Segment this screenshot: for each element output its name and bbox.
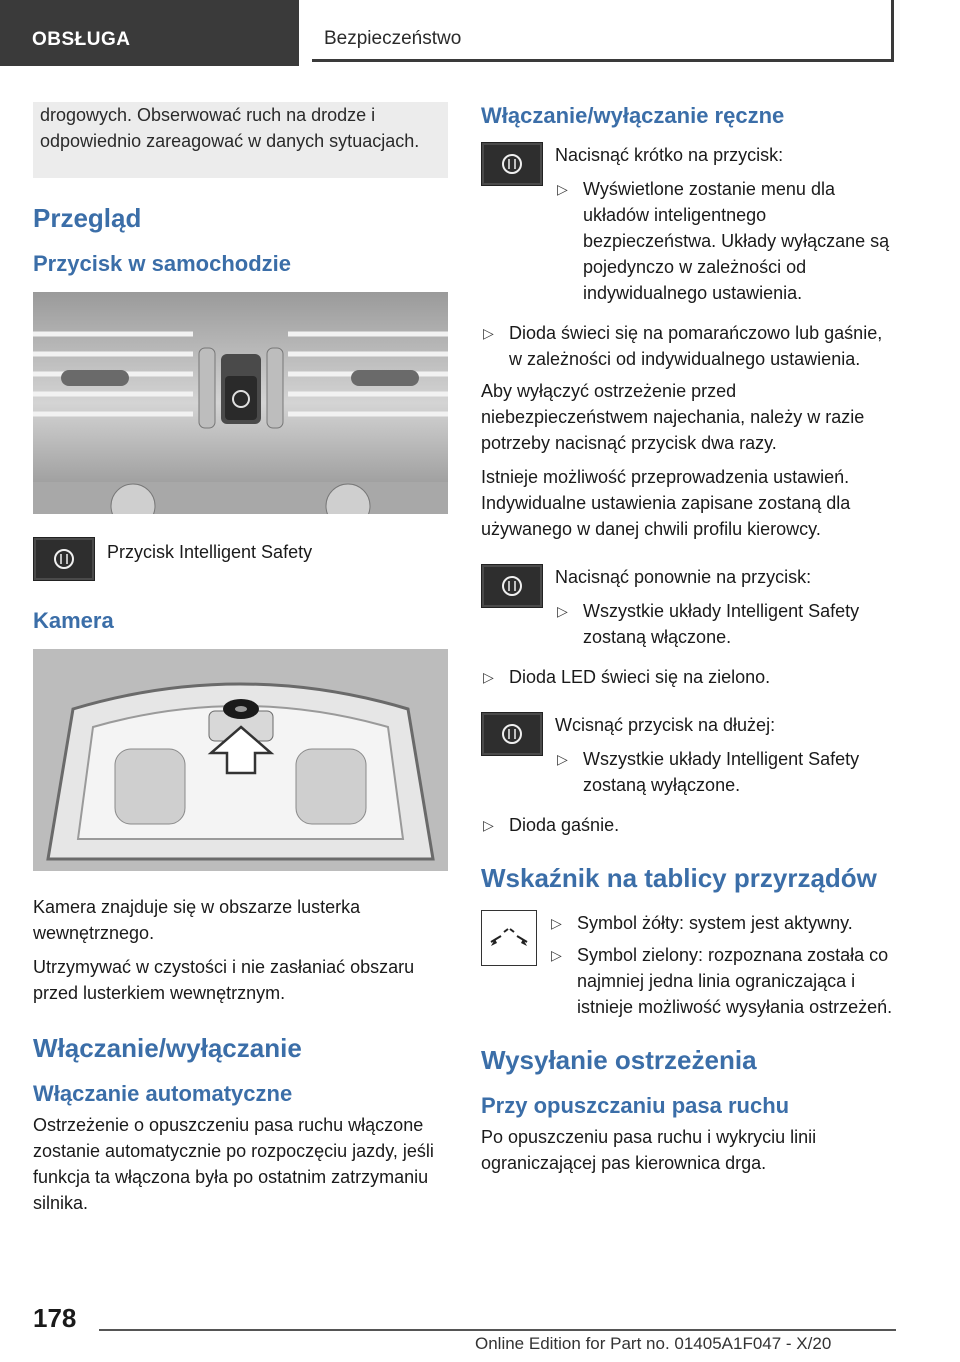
overview-heading: Przegląd	[33, 203, 142, 233]
bullet-triangle-icon: ▷	[557, 181, 568, 197]
list-item: ▷ Wyświetlone zostanie menu dla układów inteligentnego bezpieczeństwa. Układy wyłączane są pojedynczo w zależności od indywidualnego ustawienia.	[555, 176, 896, 306]
bullet-triangle-icon: ▷	[551, 947, 562, 963]
chapter-title: Bezpieczeństwo	[312, 0, 894, 62]
page-number: 178	[33, 1303, 77, 1333]
bullet-triangle-icon: ▷	[551, 915, 562, 931]
continuation-text: drogowych. Obserwować ruch na drodze i odpowiednio zareagować w danych sytuacjach.	[40, 105, 420, 151]
auto-heading: Włączanie automatyczne	[33, 1081, 293, 1106]
auto-text: Ostrzeżenie o opuszczeniu pasa ruchu włączone zostanie automatycznie po rozpoczęciu jazdy, jeśli funkcja ta włączona była po ostatnim zatrzymaniu silnika.	[33, 1115, 434, 1213]
section-title: OBSŁUGA	[0, 0, 299, 66]
manual-heading: Włączanie/wyłączanie ręczne	[481, 103, 785, 128]
disable-text: Aby wyłączyć ostrzeżenie przed niebezpieczeństwem najechania, należy w razie potrzeby nacisnąć przycisk dwa razy.	[481, 381, 865, 453]
list-item: ▷ Dioda LED świeci się na zielono.	[481, 664, 896, 690]
press-short-text: Nacisnąć krótko na przycisk:	[555, 145, 784, 165]
intelligent-safety-button-icon	[481, 142, 543, 186]
edition-text: Online Edition for Part no. 01405A1F047 - X/20	[475, 1334, 832, 1353]
lane-heading: Przy opuszczaniu pasa ruchu	[481, 1093, 790, 1118]
camera-photo	[33, 649, 448, 871]
list-item: ▷ Dioda gaśnie.	[481, 812, 896, 838]
lane-departure-symbol-icon	[481, 910, 537, 966]
intelligent-safety-button-icon	[33, 537, 95, 581]
bullet-triangle-icon: ▷	[557, 603, 568, 619]
press-again-row	[481, 564, 896, 650]
press-long-text: Wcisnąć przycisk na dłużej:	[555, 715, 776, 735]
list-item: ▷ Dioda świeci się na pomarańczowo lub gaśnie, w zależności od indywidualnego ustawienia.	[481, 320, 896, 372]
onoff-heading: Włączanie/wyłączanie	[33, 1033, 302, 1063]
camera-heading: Kamera	[33, 608, 114, 633]
bullet-triangle-icon: ▷	[557, 751, 568, 767]
bullet-triangle-icon: ▷	[483, 817, 494, 833]
intelligent-safety-button-icon	[481, 564, 543, 608]
continuation-box	[33, 102, 448, 178]
indicator-row	[481, 910, 896, 1020]
press-short-row	[481, 142, 896, 306]
individual-text: Istnieje możliwość przeprowadzenia ustawień. Indywidualne ustawienia zapisane zostaną dla używanego w danej chwili profilu kierowcy.	[481, 467, 851, 539]
list-item: ▷ Symbol zielony: rozpoznana została co najmniej jedna linia ograniczająca i istnieje możliwość wysyłania ostrzeżeń.	[549, 942, 896, 1020]
footer-divider	[99, 1329, 896, 1331]
list-item: ▷ Wszystkie układy Intelligent Safety zostaną wyłączone.	[555, 746, 896, 798]
press-again-text: Nacisnąć ponownie na przycisk:	[555, 567, 812, 587]
intelligent-safety-button-icon	[481, 712, 543, 756]
button-caption-row	[33, 537, 448, 585]
bullet-triangle-icon: ▷	[483, 669, 494, 685]
lane-text: Po opuszczeniu pasa ruchu i wykryciu linii ograniczającej pas kierownica drga.	[481, 1127, 817, 1173]
indicator-heading: Wskaźnik na tablicy przyrządów	[481, 863, 877, 893]
press-long-row	[481, 712, 896, 798]
button-heading: Przycisk w samochodzie	[33, 251, 291, 276]
button-caption: Przycisk Intelligent Safety	[107, 542, 313, 562]
dashboard-button-photo	[33, 292, 448, 514]
bullet-triangle-icon: ▷	[483, 325, 494, 341]
list-item: ▷ Wszystkie układy Intelligent Safety zostaną włączone.	[555, 598, 896, 650]
list-item: ▷ Symbol żółty: system jest aktywny.	[549, 910, 896, 936]
right-column	[481, 102, 896, 1184]
left-column	[33, 102, 448, 1224]
camera-text-location: Kamera znajduje się w obszarze lusterka wewnętrznego.	[33, 897, 361, 943]
warning-heading: Wysyłanie ostrzeżenia	[481, 1045, 757, 1075]
page-header	[0, 0, 960, 66]
camera-text-clean: Utrzymywać w czystości i nie zasłaniać obszaru przed lusterkiem wewnętrznym.	[33, 957, 415, 1003]
